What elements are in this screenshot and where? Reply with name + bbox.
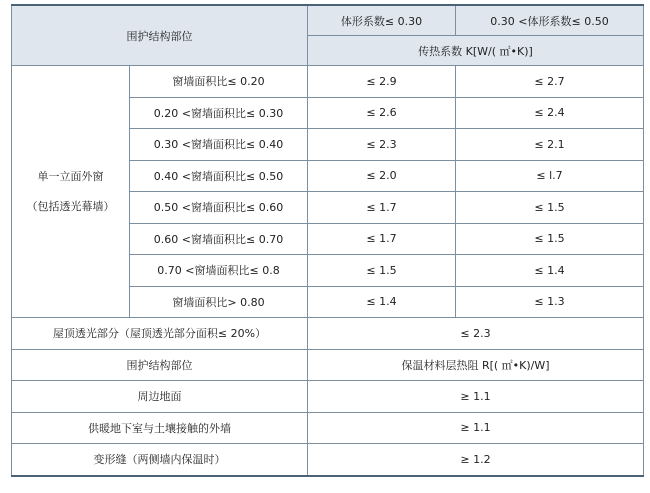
k-high-cell: ≤ 1.4 xyxy=(456,255,644,287)
k-high-cell: ≤ 1.5 xyxy=(456,192,644,224)
header-shape-coef-high: 0.30 <体形系数≤ 0.50 xyxy=(456,5,644,36)
r-row-value: ≥ 1.1 xyxy=(308,412,644,444)
ratio-cell: 0.60 <窗墙面积比≤ 0.70 xyxy=(130,223,308,255)
r-row-value: ≥ 1.1 xyxy=(308,381,644,413)
header2-part-label: 围护结构部位 xyxy=(12,349,308,381)
k-high-cell: ≤ 2.4 xyxy=(456,97,644,129)
window-group-line2: （包括透光幕墙） xyxy=(26,199,115,213)
ratio-cell: 0.70 <窗墙面积比≤ 0.8 xyxy=(130,255,308,287)
roof-label: 屋顶透光部分（屋顶透光部分面积≤ 20%） xyxy=(12,318,308,350)
k-high-cell: ≤ 2.1 xyxy=(456,129,644,161)
ratio-cell: 0.50 <窗墙面积比≤ 0.60 xyxy=(130,192,308,224)
k-low-cell: ≤ 1.4 xyxy=(308,286,456,318)
ratio-cell: 0.30 <窗墙面积比≤ 0.40 xyxy=(130,129,308,161)
k-high-cell: ≤ 2.7 xyxy=(456,66,644,98)
ratio-cell: 0.20 <窗墙面积比≤ 0.30 xyxy=(130,97,308,129)
k-high-cell: ≤ 1.5 xyxy=(456,223,644,255)
window-group-line1: 单一立面外窗 xyxy=(37,169,104,183)
window-group-label xyxy=(12,66,130,318)
r-row-label: 周边地面 xyxy=(12,381,308,413)
k-low-cell: ≤ 2.0 xyxy=(308,160,456,192)
header2-r-label: 保温材料层热阻 R[( ㎡•K)/W] xyxy=(308,349,644,381)
roof-value: ≤ 2.3 xyxy=(308,318,644,350)
k-low-cell: ≤ 1.7 xyxy=(308,192,456,224)
ratio-cell: 窗墙面积比> 0.80 xyxy=(130,286,308,318)
r-row-label: 供暖地下室与土壤接触的外墙 xyxy=(12,412,308,444)
header-part-label: 围护结构部位 xyxy=(12,5,308,66)
k-low-cell: ≤ 2.6 xyxy=(308,97,456,129)
k-low-cell: ≤ 2.9 xyxy=(308,66,456,98)
header-shape-coef-low: 体形系数≤ 0.30 xyxy=(308,5,456,36)
k-low-cell: ≤ 1.7 xyxy=(308,223,456,255)
ratio-cell: 0.40 <窗墙面积比≤ 0.50 xyxy=(130,160,308,192)
k-high-cell: ≤ l.7 xyxy=(456,160,644,192)
r-row-value: ≥ 1.2 xyxy=(308,444,644,476)
header-k-label: 传热系数 K[W/( ㎡•K)] xyxy=(308,36,644,66)
k-high-cell: ≤ 1.3 xyxy=(456,286,644,318)
k-low-cell: ≤ 1.5 xyxy=(308,255,456,287)
k-low-cell: ≤ 2.3 xyxy=(308,129,456,161)
r-row-label: 变形缝（两侧墙内保温时） xyxy=(12,444,308,476)
ratio-cell: 窗墙面积比≤ 0.20 xyxy=(130,66,308,98)
thermal-spec-table xyxy=(11,4,644,477)
